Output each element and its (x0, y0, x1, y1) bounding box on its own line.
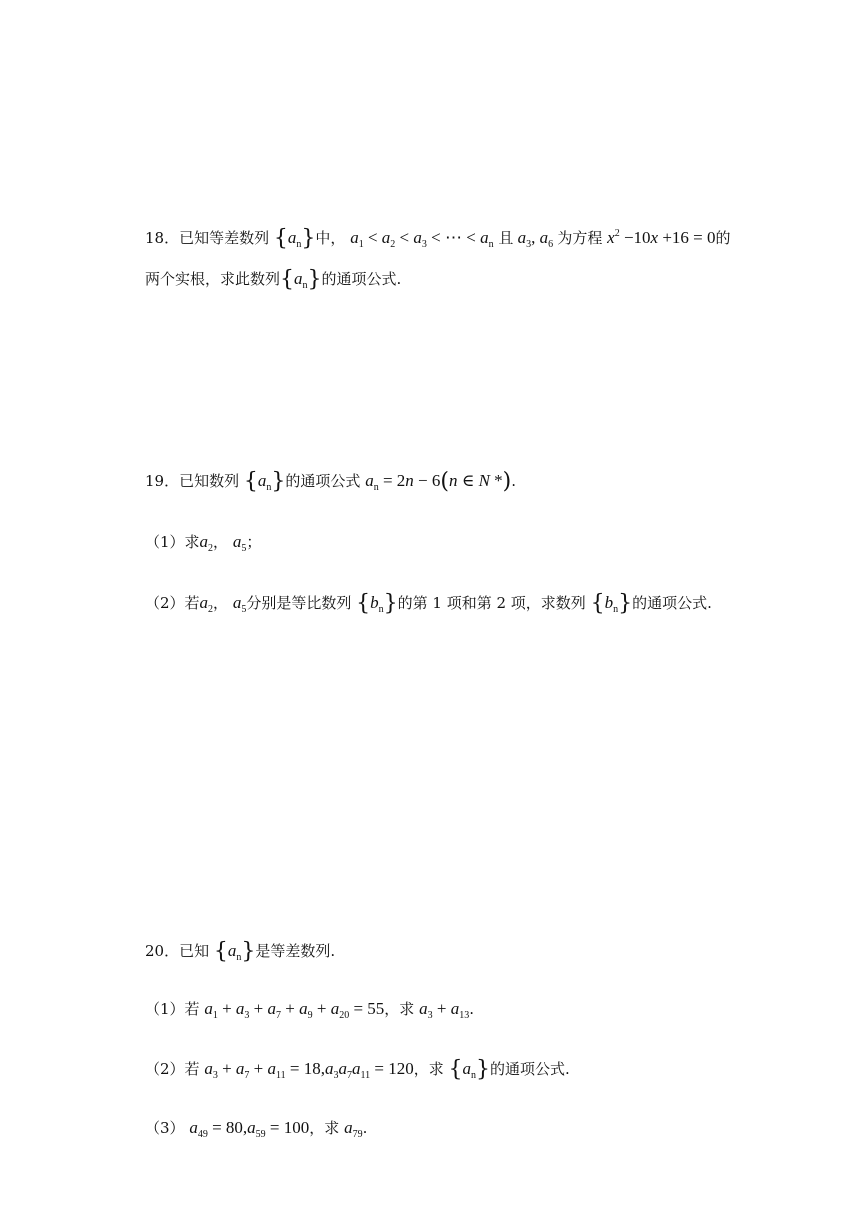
q19-seq-an: $\{a_n\}$ (243, 469, 286, 494)
q18-text6: 两个实根，求此数列 (145, 270, 281, 288)
q20-part2-text2: 的通项公式. (490, 1060, 570, 1078)
q19-text3: . (511, 472, 517, 490)
q18-seq-an-2: $\{a_n\}$ (280, 267, 322, 292)
q20-part1-label: （1）若 (145, 1000, 200, 1018)
q19-a2: $a_2$ (199, 532, 214, 554)
q19-part2-text3: 的通项公式. (632, 594, 712, 612)
q19-a5: $a_5$ (232, 532, 247, 554)
q18-seq-an: $\{a_n\}$ (273, 226, 316, 251)
q19-part1-label: （1）求 (145, 533, 200, 551)
q18-inequality: $a_1 < a_2 < a_3$ < ⋯ < $a_n$ (350, 228, 494, 250)
q18-a3a6: $a_3$, $a_6$ (513, 228, 554, 250)
q19-seq-bn: $\{b_n\}$ (356, 591, 398, 616)
q20-part3 (145, 1114, 367, 1149)
q20-part2 (145, 1055, 570, 1090)
q20-seq-an: $\{a_n\}$ (213, 939, 256, 964)
q20-line1 (145, 937, 335, 972)
q20-part1-target: $a_3 + a_{13}$ (419, 999, 470, 1021)
q18-equation: $x^2 -10x +16 = 0$ (607, 228, 716, 247)
q19-formula: $a_n = 2n - 6(n$ ∈ N *) (365, 469, 512, 494)
q20-text2: 是等差数列. (255, 942, 336, 960)
q20-part3-label: （3） (145, 1119, 185, 1137)
q19-part2 (145, 589, 712, 624)
q20-part1-end: . (469, 1000, 474, 1018)
q20-part2-label: （2）若 (145, 1060, 200, 1078)
q19-part2-sep: ， (213, 594, 229, 612)
q20-part3-end: . (362, 1119, 368, 1137)
q19-part1-sep: ， (213, 533, 229, 551)
q19-number: 19． (145, 472, 180, 490)
q19-text2: 的通项公式 (285, 472, 361, 490)
q19-part1 (145, 528, 261, 563)
q20-part2-text1: ，求 (413, 1060, 444, 1078)
q18-text4: 为方程 (557, 229, 603, 247)
q18-line1 (145, 220, 731, 259)
q19-part2-text2: 的第 1 项和第 2 项，求数列 (397, 594, 586, 612)
q19-seq-bn-2: $\{b_n\}$ (590, 591, 633, 616)
q18-line2 (145, 265, 401, 300)
q19-part2-text1: 分别是等比数列 (246, 594, 352, 612)
q19-p2-a5: $a_5$ (232, 593, 247, 615)
q19-text1: 已知数列 (179, 472, 240, 490)
q18-number: 18． (145, 229, 180, 247)
q20-part1-text1: ，求 (384, 1000, 415, 1018)
q19-part2-label: （2）若 (145, 594, 200, 612)
q18-text2: 中， (315, 229, 346, 247)
q18-text7: 的通项公式. (321, 270, 402, 288)
q20-seq-an-2: $\{a_n\}$ (448, 1057, 491, 1082)
q18-text5: 的 (715, 229, 731, 247)
q20-part3-target: $a_{79}$ (344, 1118, 363, 1140)
q20-part1 (145, 995, 474, 1030)
q19-line1 (145, 467, 516, 502)
q19-p2-a2: $a_2$ (199, 593, 214, 615)
q20-part3-text1: ，求 (309, 1119, 340, 1137)
q19-part1-end: ； (246, 533, 262, 551)
q20-part1-sum: $a_1 + a_3 + a_7 + a_9 + a_{20} = 55$ (204, 999, 385, 1021)
q18-text1: 已知等差数列 (179, 229, 270, 247)
q20-part3-given: $a_{49} = 80,a_{59} = 100$ (189, 1118, 310, 1140)
q18-text3: 且 (498, 229, 514, 247)
q20-text1: 已知 (179, 942, 210, 960)
q20-part2-conditions: $a_3 + a_7 + a_{11} = 18,a_3a_7a_{11} = 120$ (204, 1059, 414, 1081)
q20-number: 20． (145, 942, 180, 960)
